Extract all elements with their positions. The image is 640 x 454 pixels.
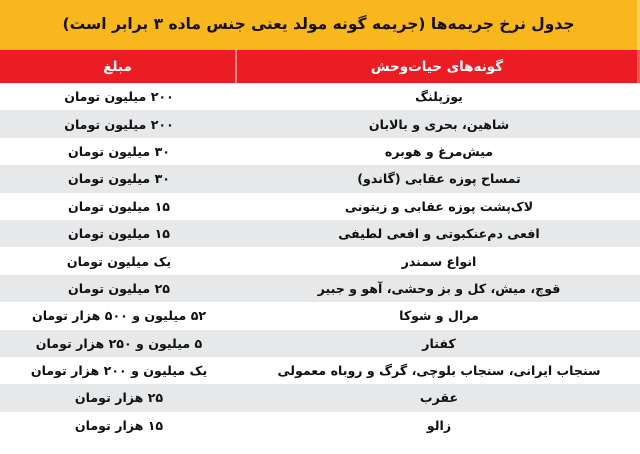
cell-amount: یک میلیون تومان [66, 253, 172, 269]
table-row [0, 275, 640, 302]
table-row [0, 110, 640, 137]
table-row [0, 247, 640, 274]
cell-species: لاک‌پشت پوزه عقابی و زیتونی [344, 198, 534, 214]
table-bottom-space [0, 447, 640, 454]
cell-species: کفتار [422, 335, 456, 351]
page-title: جدول نرخ جریمه‌ها (جریمه گونه مولد یعنی جنس ماده ۳ برابر است) [62, 15, 575, 34]
cell-amount: ۵۲ میلیون و ۵۰۰ هزار تومان [31, 308, 207, 324]
cell-species: یوزپلنگ [415, 89, 463, 105]
cell-amount: ۲۵ میلیون تومان [68, 280, 170, 296]
cell-species: مرال و شوکا [399, 308, 479, 324]
column-header-amount: مبلغ [103, 58, 132, 75]
cell-amount: ۳۰ میلیون تومان [68, 143, 170, 159]
table-header-row [0, 50, 640, 83]
table-title-bar [0, 0, 640, 50]
table-row [0, 302, 640, 329]
table-row [0, 83, 640, 110]
cell-species: میش‌مرغ و هوبره [384, 143, 494, 159]
table-row [0, 330, 640, 357]
cell-species: قوچ، میش، کل و بز وحشی، آهو و جبیر [317, 280, 561, 296]
cell-amount: ۱۵ هزار تومان [74, 417, 164, 433]
table-row [0, 165, 640, 192]
cell-amount: ۳۰ میلیون تومان [68, 171, 170, 187]
table-row [0, 193, 640, 220]
cell-species: شاهین، بحری و بالابان [368, 116, 510, 132]
cell-species: انواع سمندر [401, 253, 477, 269]
cell-amount: ۲۰۰ میلیون تومان [64, 89, 174, 105]
table-row [0, 384, 640, 411]
cell-amount: ۱۵ میلیون تومان [68, 198, 170, 214]
table-body [0, 83, 640, 447]
cell-species: سنجاب ایرانی، سنجاب بلوچی، گرگ و روباه معمولی [277, 363, 601, 379]
cell-species: افعی دم‌عنکبوتی و افعی لطیفی [338, 226, 540, 242]
table-row [0, 412, 640, 439]
cell-amount: یک میلیون و ۲۰۰ هزار تومان [30, 363, 208, 379]
cell-amount: ۲۵ هزار تومان [74, 390, 164, 406]
table-row [0, 220, 640, 247]
table-row [0, 138, 640, 165]
cell-species: تمساح پوزه عقابی (گاندو) [357, 171, 521, 187]
cell-species: زالو [426, 417, 452, 433]
table-row [0, 357, 640, 384]
cell-amount: ۵ میلیون و ۲۵۰ هزار تومان [35, 335, 203, 351]
cell-species: عقرب [419, 390, 459, 406]
column-header-species: گونه‌های حیات‌وحش [235, 50, 637, 83]
cell-amount: ۱۵ میلیون تومان [68, 226, 170, 242]
cell-amount: ۲۰۰ میلیون تومان [64, 116, 174, 132]
